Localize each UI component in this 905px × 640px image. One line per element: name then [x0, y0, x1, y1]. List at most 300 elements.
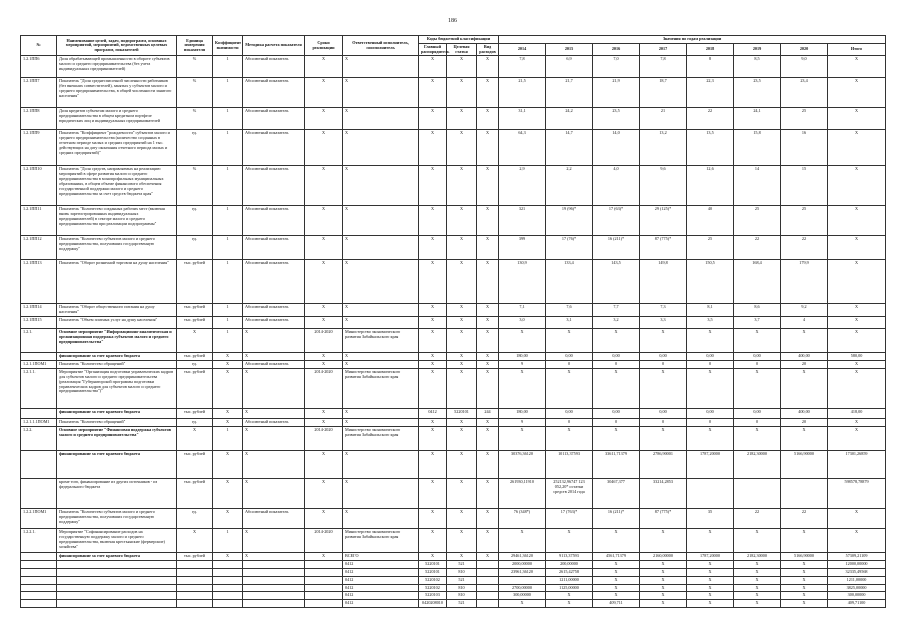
cell-year-value: 2182,30000 [734, 553, 781, 561]
cell-method: X [243, 529, 305, 553]
cell-kbk2: X [447, 419, 477, 427]
cell-kbk3: 244 [477, 409, 499, 419]
cell-kbk2: X [447, 166, 477, 206]
cell-coef: X [213, 509, 243, 529]
cell-coef: 1 [213, 304, 243, 317]
cell-term: X [305, 260, 343, 304]
cell-resp: ВСЕГО [343, 553, 419, 561]
table-row [21, 166, 886, 206]
cell-num: 1.2.2. [21, 427, 57, 451]
cell-num [21, 568, 57, 576]
cell-term: X [305, 56, 343, 78]
cell-coef: X [213, 419, 243, 427]
cell-coef: 1 [213, 166, 243, 206]
cell-year-value: 252132,96747 123 052,20* остатки средств 2014 года [546, 479, 593, 509]
header-kbk3: Вид расходов [477, 43, 499, 56]
cell-year-value: 300,00000 [499, 592, 546, 600]
cell-kbk3: X [477, 419, 499, 427]
cell-year-value: 4561,71379 [593, 553, 640, 561]
cell-year-value: 10113,37593 [546, 451, 593, 479]
cell-year-value: X [640, 592, 687, 600]
cell-term: X [305, 419, 343, 427]
table-row [21, 592, 886, 600]
cell-num [21, 600, 57, 608]
header-years-group: Значения по годам реализации [499, 36, 886, 44]
cell-kbk3: X [477, 529, 499, 553]
cell-kbk1: X [419, 451, 447, 479]
cell-year-value: 2,2 [546, 166, 593, 206]
cell-term [305, 576, 343, 584]
cell-term: X [305, 509, 343, 529]
cell-resp: Министерство экономического развития Забайкальского края [343, 369, 419, 409]
cell-year-value: 19 (96)* [546, 206, 593, 236]
cell-year-value: 4,0 [593, 166, 640, 206]
cell-method [243, 592, 305, 600]
cell-kbk1: X [419, 529, 447, 553]
cell-coef: 1 [213, 427, 243, 451]
cell-year-value: 8,5 [734, 56, 781, 78]
cell-term [305, 568, 343, 576]
cell-total: X [828, 108, 886, 130]
cell-unit: % [177, 108, 213, 130]
cell-year-value: 7,1 [499, 304, 546, 317]
cell-coef: 1 [213, 206, 243, 236]
cell-year-value: X [640, 568, 687, 576]
cell-year-value: 22 [781, 236, 828, 260]
table-row [21, 317, 886, 329]
table-row [21, 353, 886, 361]
header-kbk1: Главный распорядитель [419, 43, 447, 56]
table-body [21, 56, 886, 608]
cell-name: финансирование за счет краевого бюджета [57, 451, 177, 479]
cell-unit: тыс. рублей [177, 304, 213, 317]
cell-unit [177, 576, 213, 584]
header-y2018: 2018 [687, 43, 734, 56]
cell-year-value: 24,1 [734, 108, 781, 130]
cell-method: X [243, 451, 305, 479]
cell-year-value: 2,9 [499, 166, 546, 206]
table-row [21, 78, 886, 108]
cell-resp: 0412 [343, 568, 419, 576]
cell-kbk3: X [477, 56, 499, 78]
cell-resp: Министерство экономического развития Забайкальского края [343, 329, 419, 353]
cell-total: X [828, 78, 886, 108]
cell-total: X [828, 427, 886, 451]
cell-year-value: 3,2 [593, 317, 640, 329]
cell-kbk3: X [477, 427, 499, 451]
cell-year-value: X [499, 329, 546, 353]
cell-year-value: 0,00 [546, 409, 593, 419]
cell-unit: X [177, 427, 213, 451]
cell-kbk1: 5220102 [419, 576, 447, 584]
cell-method: Абсолютный показатель [243, 317, 305, 329]
cell-year-value: 143,5 [593, 260, 640, 304]
cell-name: Доля обрабатывающей промышленности в обороте субъектов малого и среднего предпринимательства (без учета индивидуальных предпринимателей) [57, 56, 177, 78]
cell-total: 1211,00000 [828, 576, 886, 584]
cell-year-value: 17 (63)* [593, 206, 640, 236]
cell-year-value: 0 [734, 419, 781, 427]
cell-year-value: 21,5 [499, 78, 546, 108]
cell-total: X [828, 166, 886, 206]
cell-resp: X [343, 304, 419, 317]
cell-unit: ед. [177, 509, 213, 529]
cell-num [21, 353, 57, 361]
cell-term: X [305, 78, 343, 108]
cell-kbk1: X [419, 78, 447, 108]
cell-year-value: 180,00 [499, 409, 546, 419]
cell-total: X [828, 236, 886, 260]
program-indicators-table [20, 35, 886, 608]
cell-term: X [305, 108, 343, 130]
cell-name: финансирование за счет краевого бюджета [57, 553, 177, 561]
cell-kbk3: X [477, 236, 499, 260]
cell-year-value: 2615,42758 [546, 568, 593, 576]
cell-year-value: 3,5 [687, 317, 734, 329]
cell-year-value: X [546, 369, 593, 409]
cell-coef: X [213, 369, 243, 409]
cell-year-value: 23,5 [734, 78, 781, 108]
cell-method: X [243, 353, 305, 361]
cell-num: 1.2.2.1ПОМ1 [21, 509, 57, 529]
cell-total: X [828, 529, 886, 553]
header-term: Сроки реализации [305, 36, 343, 56]
cell-year-value: 29461,36120 [499, 553, 546, 561]
cell-year-value: 0 [687, 361, 734, 369]
cell-coef [213, 600, 243, 608]
cell-kbk2: X [447, 451, 477, 479]
table-row [21, 451, 886, 479]
cell-year-value: X [593, 329, 640, 353]
cell-coef [213, 592, 243, 600]
cell-resp: X [343, 353, 419, 361]
cell-method: Абсолютный показатель [243, 419, 305, 427]
cell-year-value: 1211,00000 [546, 576, 593, 584]
cell-year-value: 1787,20000 [687, 553, 734, 561]
cell-year-value: 3,7 [734, 317, 781, 329]
cell-kbk1: 5220103 [419, 592, 447, 600]
cell-year-value: 150,5 [687, 260, 734, 304]
cell-num: 1.2.1ПП8 [21, 108, 57, 130]
cell-total: 32335,49568 [828, 568, 886, 576]
cell-kbk1: X [419, 206, 447, 236]
cell-year-value: 17 (76)* [546, 236, 593, 260]
cell-coef: 1 [213, 130, 243, 166]
cell-year-value: 7,6 [546, 304, 593, 317]
cell-year-value: 21 [640, 108, 687, 130]
cell-year-value: X [499, 369, 546, 409]
cell-kbk3: X [477, 369, 499, 409]
cell-kbk1: X [419, 353, 447, 361]
cell-resp: X [343, 78, 419, 108]
cell-method: Абсолютный показатель [243, 108, 305, 130]
cell-kbk1: X [419, 108, 447, 130]
cell-year-value: X [640, 584, 687, 592]
cell-num: 1.2.1ПП11 [21, 206, 57, 236]
cell-kbk2: 521 [447, 576, 477, 584]
cell-year-value: 1787,20000 [687, 451, 734, 479]
cell-kbk1: X [419, 369, 447, 409]
cell-unit: тыс. рублей [177, 451, 213, 479]
cell-year-value: 400,00 [781, 409, 828, 419]
table-row [21, 553, 886, 561]
cell-method: Абсолютный показатель [243, 130, 305, 166]
cell-year-value: 87 (775)* [640, 236, 687, 260]
cell-total: X [828, 419, 886, 427]
cell-term [305, 592, 343, 600]
table-row [21, 236, 886, 260]
cell-kbk2: X [447, 304, 477, 317]
cell-kbk2: 810 [447, 592, 477, 600]
cell-unit: ед. [177, 236, 213, 260]
cell-kbk3: X [477, 108, 499, 130]
cell-year-value: 22 [734, 236, 781, 260]
cell-year-value: X [593, 592, 640, 600]
cell-total: 17301,26859 [828, 451, 886, 479]
cell-total: X [828, 206, 886, 236]
cell-year-value: X [593, 529, 640, 553]
cell-year-value: 30376,36120 [499, 451, 546, 479]
table-row [21, 427, 886, 451]
cell-year-value: 5166,90000 [781, 553, 828, 561]
cell-name [57, 584, 177, 592]
cell-name: Показатель "Оборот общественного питания на душу населения" [57, 304, 177, 317]
cell-year-value: X [781, 592, 828, 600]
cell-year-value: 15,8 [734, 130, 781, 166]
header-method: Методика расчета показателя [243, 36, 305, 56]
cell-year-value: 7,8 [499, 56, 546, 78]
cell-year-value: X [687, 592, 734, 600]
cell-coef [213, 561, 243, 569]
cell-kbk2: 810 [447, 584, 477, 592]
cell-num: 1.2.1ПП10 [21, 166, 57, 206]
table-row [21, 409, 886, 419]
cell-kbk1: X [419, 166, 447, 206]
cell-name: Показатель "Доля среднесписочной численности работников (без внешних совместителей), занятых у субъектов малого и среднего предпринимательства, в общей численности занятого населения" [57, 78, 177, 108]
cell-total: 12000,00000 [828, 561, 886, 569]
cell-year-value: X [499, 427, 546, 451]
cell-method: Абсолютный показатель [243, 509, 305, 529]
cell-kbk3: X [477, 206, 499, 236]
table-row [21, 419, 886, 427]
cell-year-value: 0,00 [687, 353, 734, 361]
cell-kbk1: X [419, 304, 447, 317]
cell-year-value: 33611,71379 [593, 451, 640, 479]
cell-year-value: 0 [593, 419, 640, 427]
cell-year-value: 21,7 [546, 78, 593, 108]
cell-kbk1: 0420208010 [419, 600, 447, 608]
cell-total: 418,00 [828, 409, 886, 419]
cell-term: X [305, 304, 343, 317]
cell-year-value: X [734, 329, 781, 353]
cell-name: Показатель "Количество обращений" [57, 361, 177, 369]
cell-unit [177, 592, 213, 600]
header-y2019: 2019 [734, 43, 781, 56]
cell-year-value: 17 (763)* [546, 509, 593, 529]
cell-unit: % [177, 56, 213, 78]
cell-resp: 0412 [343, 561, 419, 569]
cell-unit [177, 561, 213, 569]
cell-year-value: X [734, 576, 781, 584]
cell-name [57, 576, 177, 584]
cell-year-value: 0,00 [687, 409, 734, 419]
cell-kbk3: X [477, 304, 499, 317]
cell-year-value: X [640, 369, 687, 409]
cell-unit: тыс. рублей [177, 409, 213, 419]
cell-year-value: 133,4 [546, 260, 593, 304]
cell-year-value: X [687, 568, 734, 576]
cell-year-value: X [546, 329, 593, 353]
cell-term: 2014-2020 [305, 427, 343, 451]
cell-num: 1.2.2.1. [21, 529, 57, 553]
cell-coef: 1 [213, 78, 243, 108]
cell-year-value: 35 [687, 509, 734, 529]
cell-year-value: 9,2 [781, 304, 828, 317]
cell-year-value: 3,1 [546, 317, 593, 329]
cell-name: Основное мероприятие "Финансовая поддержка субъектов малого и среднего предпринимательства" [57, 427, 177, 451]
cell-num [21, 584, 57, 592]
cell-kbk2: 5220101 [447, 409, 477, 419]
cell-year-value: 8 [687, 56, 734, 78]
cell-kbk1: X [419, 553, 447, 561]
cell-kbk1: X [419, 479, 447, 509]
cell-resp: X [343, 260, 419, 304]
header-resp: Ответственный исполнитель, соисполнитель [343, 36, 419, 56]
cell-year-value: 409,711 [593, 600, 640, 608]
cell-name: Показатель "Доля средств, направляемых на реализацию мероприятий в сфере развития малого и среднего предпринимательства в монопрофильных муниципальных образованиях, в общем объеме финансового обеспечения государственной поддержки малого и среднего предпринимательства за счет средств бюджета края" [57, 166, 177, 206]
cell-year-value: X [781, 584, 828, 592]
cell-unit: ед. [177, 130, 213, 166]
cell-year-value: 0,00 [640, 353, 687, 361]
cell-resp: 0412 [343, 592, 419, 600]
cell-name: Мероприятие "Софинансирование расходов на государственную поддержку малого и среднего предпринимательства, включая крестьянские (фермерские) хозяйства" [57, 529, 177, 553]
cell-year-value: X [734, 600, 781, 608]
cell-kbk1: X [419, 56, 447, 78]
cell-year-value: X [687, 561, 734, 569]
cell-kbk3: X [477, 78, 499, 108]
cell-term: X [305, 361, 343, 369]
cell-method: Абсолютный показатель [243, 56, 305, 78]
cell-year-value: 0,00 [546, 353, 593, 361]
cell-method: Абсолютный показатель [243, 236, 305, 260]
cell-year-value: 6,9 [546, 56, 593, 78]
cell-kbk1: X [419, 329, 447, 353]
cell-resp: X [343, 419, 419, 427]
cell-year-value: 179,9 [781, 260, 828, 304]
cell-unit: тыс. рублей [177, 353, 213, 361]
table-row [21, 479, 886, 509]
cell-method [243, 561, 305, 569]
cell-unit: % [177, 78, 213, 108]
cell-num [21, 451, 57, 479]
cell-year-value: 16 (211)* [593, 509, 640, 529]
cell-kbk3: X [477, 509, 499, 529]
cell-year-value: 400,00 [781, 353, 828, 361]
cell-year-value: X [593, 576, 640, 584]
cell-kbk2: X [447, 479, 477, 509]
cell-unit: % [177, 166, 213, 206]
cell-year-value: 149,8 [640, 260, 687, 304]
cell-kbk3: X [477, 260, 499, 304]
cell-year-value: 0 [546, 361, 593, 369]
cell-total: 409,71100 [828, 600, 886, 608]
cell-year-value: 168,4 [734, 260, 781, 304]
cell-year-value: X [687, 427, 734, 451]
cell-resp: X [343, 361, 419, 369]
cell-term [305, 561, 343, 569]
cell-resp: X [343, 56, 419, 78]
cell-year-value: 7,0 [593, 56, 640, 78]
cell-kbk2: X [447, 329, 477, 353]
cell-year-value: X [546, 600, 593, 608]
header-y2017: 2017 [640, 43, 687, 56]
cell-kbk2: X [447, 361, 477, 369]
cell-kbk1: X [419, 236, 447, 260]
cell-year-value: X [687, 369, 734, 409]
cell-kbk1: 5220101 [419, 568, 447, 576]
cell-year-value: 29 (125)* [640, 206, 687, 236]
cell-method: Абсолютный показатель [243, 260, 305, 304]
cell-kbk3 [477, 576, 499, 584]
cell-unit: ед. [177, 361, 213, 369]
table-row [21, 584, 886, 592]
table-header [21, 36, 886, 56]
cell-year-value: 20 [781, 361, 828, 369]
cell-year-value: X [593, 427, 640, 451]
cell-kbk2: X [447, 427, 477, 451]
cell-year-value: 15 [781, 166, 828, 206]
cell-year-value: 0,00 [593, 353, 640, 361]
cell-name: финансирование за счет краевого бюджета [57, 353, 177, 361]
cell-kbk2: 521 [447, 561, 477, 569]
cell-unit: X [177, 329, 213, 353]
cell-year-value: X [781, 369, 828, 409]
cell-total: 300,00000 [828, 592, 886, 600]
cell-resp: X [343, 206, 419, 236]
cell-year-value: X [640, 576, 687, 584]
cell-method [243, 584, 305, 592]
cell-kbk1: 5220101 [419, 561, 447, 569]
cell-num [21, 592, 57, 600]
cell-year-value: 22 [687, 108, 734, 130]
cell-year-value: X [734, 529, 781, 553]
cell-year-value: 25 [734, 206, 781, 236]
cell-year-value: X [781, 561, 828, 569]
cell-kbk2: X [447, 260, 477, 304]
cell-method: Абсолютный показатель [243, 78, 305, 108]
cell-year-value [781, 479, 828, 509]
cell-year-value: 0,00 [593, 409, 640, 419]
header-kbk2: Целевая статья [447, 43, 477, 56]
cell-year-value: 14,7 [546, 130, 593, 166]
cell-year-value: 33214,2853 [640, 479, 687, 509]
cell-num: 1.2.1ПП12 [21, 236, 57, 260]
cell-method [243, 600, 305, 608]
table-row [21, 600, 886, 608]
table-row [21, 329, 886, 353]
cell-total: X [828, 317, 886, 329]
cell-total: X [828, 329, 886, 353]
cell-unit: ед. [177, 206, 213, 236]
cell-year-value: X [781, 329, 828, 353]
cell-kbk3 [477, 568, 499, 576]
cell-coef: 1 [213, 108, 243, 130]
cell-year-value: X [593, 561, 640, 569]
cell-year-value: 0 [640, 419, 687, 427]
cell-year-value: X [687, 576, 734, 584]
cell-coef: 1 [213, 56, 243, 78]
cell-method: Абсолютный показатель [243, 304, 305, 317]
cell-num [21, 479, 57, 509]
